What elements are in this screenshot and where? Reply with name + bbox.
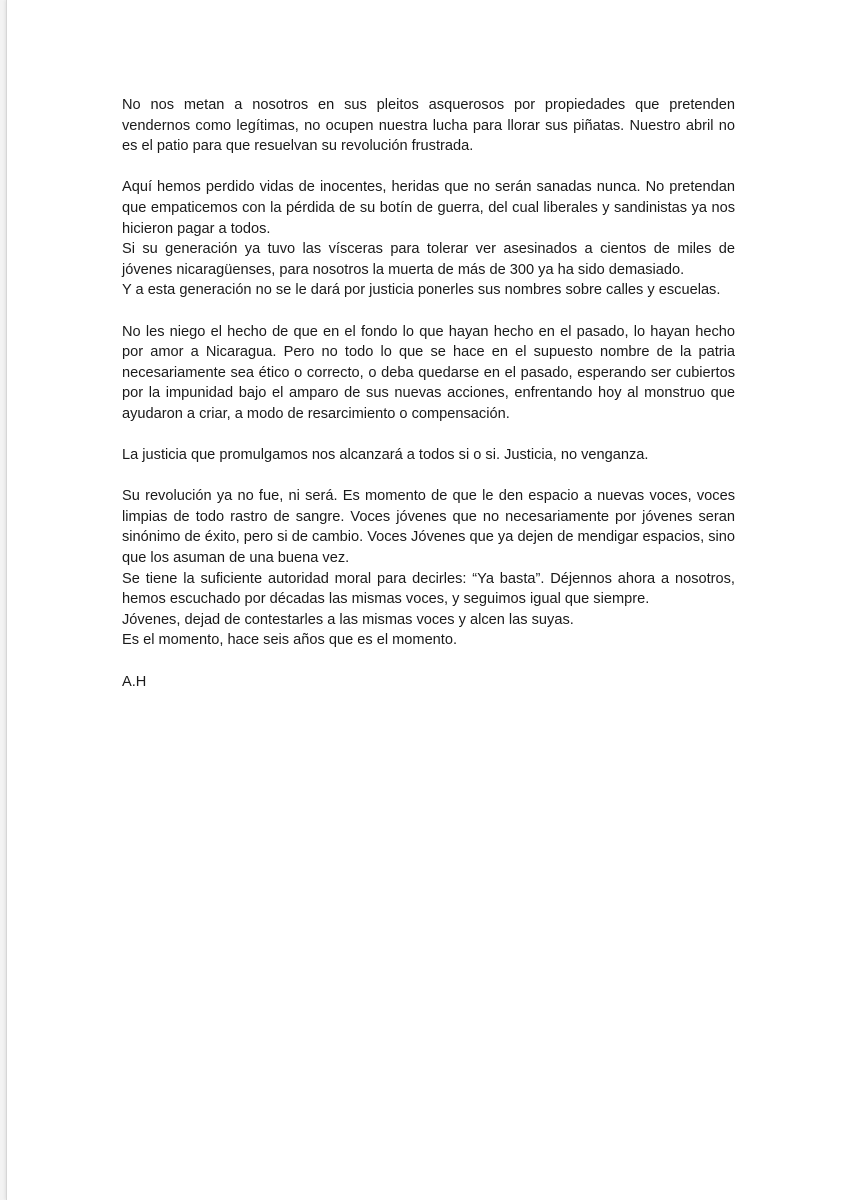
text-line: Es el momento, hace seis años que es el momento. xyxy=(122,632,458,649)
text-line: Jóvenes, dejad de contestarles a las mismas voces y alcen las suyas. xyxy=(122,611,574,628)
text-line: Su revolución ya no fue, ni será. Es momento de que le den espacio a nuevas voces, voces limpias de todo rastro de sangre. Voces jóvenes que no necesariamente por jóvenes seran sinónimo de éxito, pero si de cambio. Voces Jóvenes que ya dejen de mendigar espacios, sino que los asuman de una buena vez. xyxy=(122,488,735,567)
document-body xyxy=(122,95,735,692)
text-line: Aquí hemos perdido vidas de inocentes, heridas que no serán sanadas nunca. No pretendan que empaticemos con la pérdida de su botín de guerra, del cual liberales y sandinistas ya nos hicieron pagar a todos. xyxy=(122,179,735,237)
text-line: Se tiene la suficiente autoridad moral para decirles: “Ya basta”. Déjennos ahora a nosotros, hemos escuchado por décadas las mismas voces, y seguimos igual que siempre. xyxy=(122,570,735,608)
text-line: Y a esta generación no se le dará por justicia ponerles sus nombres sobre calles y escuelas. xyxy=(122,282,721,299)
paragraph-1 xyxy=(122,95,735,157)
paragraph-2 xyxy=(122,177,735,301)
text-line: La justicia que promulgamos nos alcanzará a todos si o si. Justicia, no venganza. xyxy=(122,447,649,464)
text-line: No les niego el hecho de que en el fondo lo que hayan hecho en el pasado, lo hayan hecho por amor a Nicaragua. Pero no todo lo que se hace en el supuesto nombre de la patria necesariamente sea ético o correcto, o deba quedarse en el pasado, esperando ser cubiertos por la impunidad bajo el amparo de sus nuevas acciones, enfrentando hoy al monstruo que ayudaron a criar, a modo de resarcimiento o compensación. xyxy=(122,323,735,422)
text-line: Si su generación ya tuvo las vísceras para tolerar ver asesinados a cientos de miles de jóvenes nicaragüenses, para nosotros la muerta de más de 300 ya ha sido demasiado. xyxy=(122,241,735,278)
paragraph-5 xyxy=(122,486,735,651)
text-line: No nos metan a nosotros en sus pleitos asquerosos por propiedades que pretenden vendernos como legítimas, no ocupen nuestra lucha para llorar sus piñatas. Nuestro abril no es el patio para que resuelvan su revolución frustrada. xyxy=(122,97,735,155)
paragraph-3 xyxy=(122,322,735,425)
document-page xyxy=(6,0,843,1200)
paragraph-4 xyxy=(122,445,735,466)
signature: A.H xyxy=(122,673,147,690)
